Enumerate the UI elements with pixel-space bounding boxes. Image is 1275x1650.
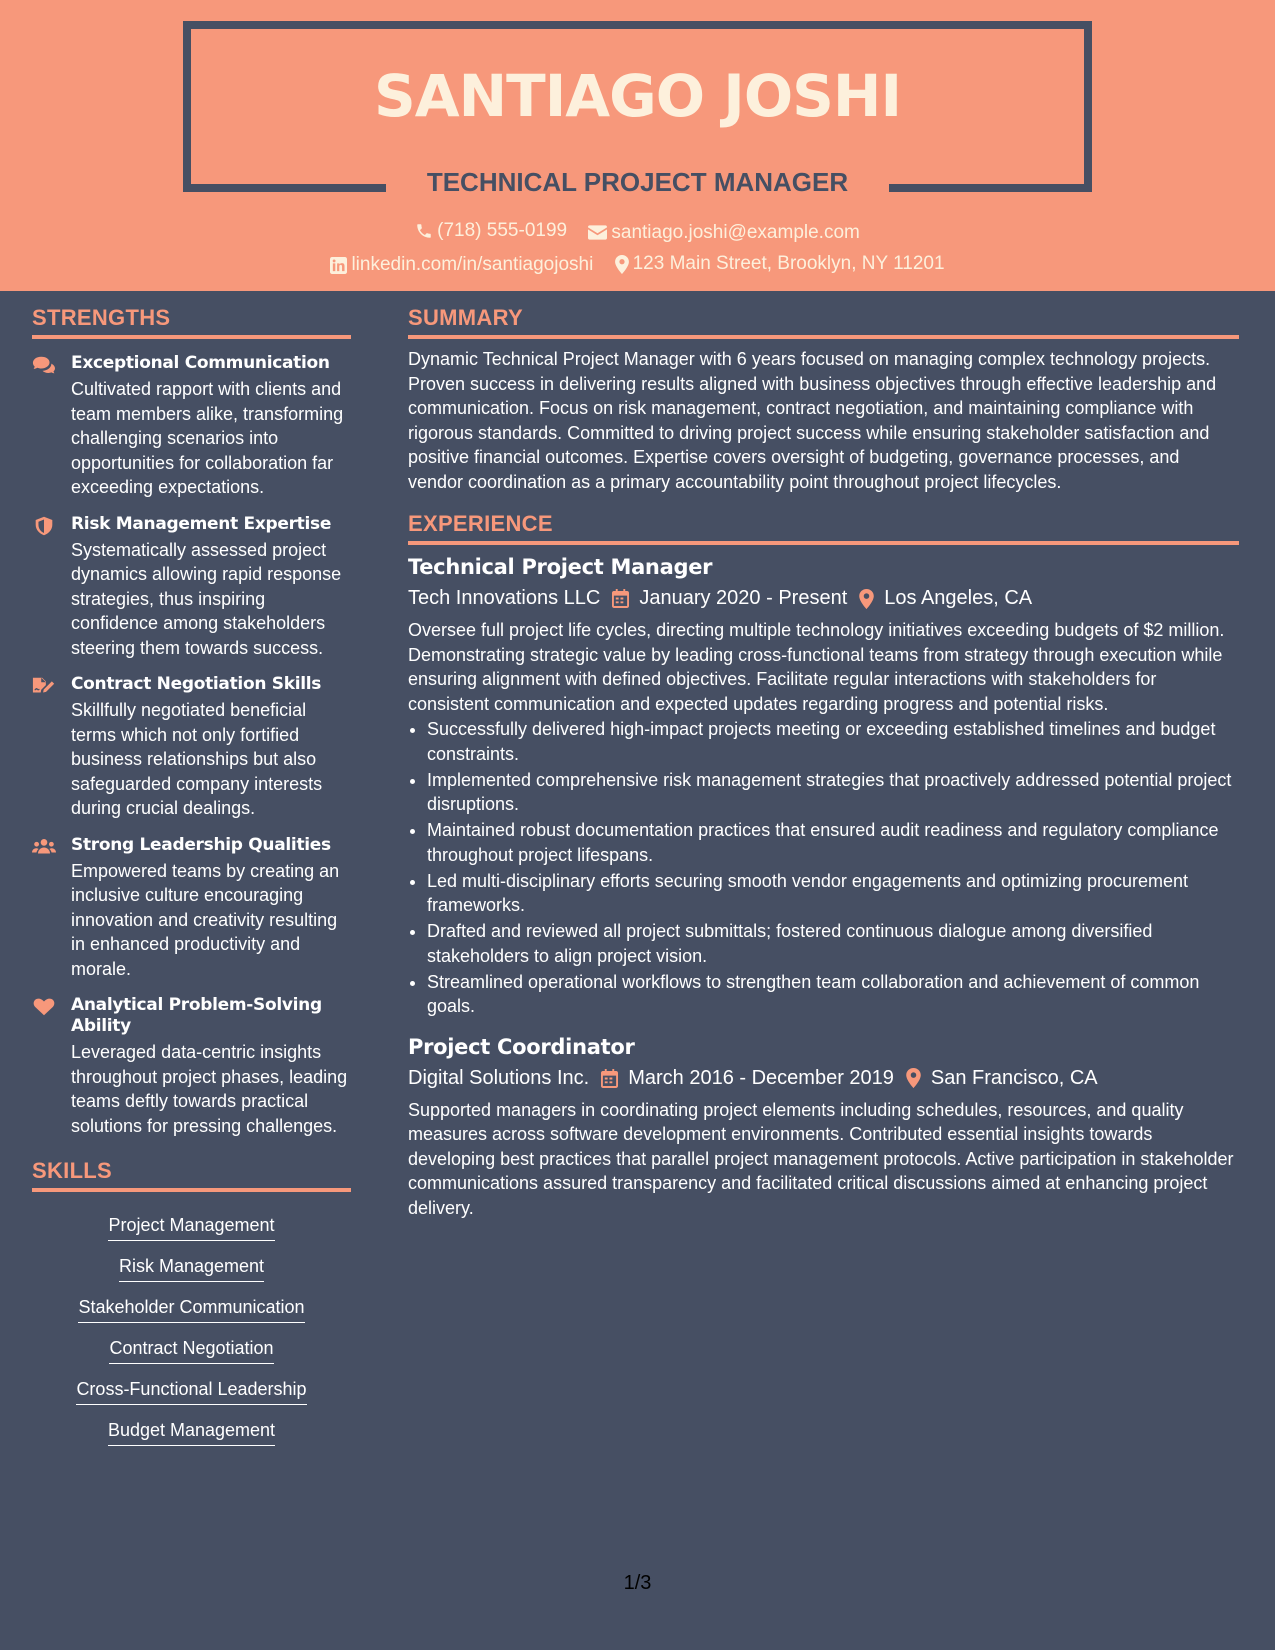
company-name: Digital Solutions Inc. (408, 1066, 590, 1089)
bullet-item: • Led multi-disciplinary efforts securing smooth vendor engagements and optimizing procurement frameworks. (427, 869, 1239, 918)
address-text: 123 Main Street, Brooklyn, NY 11201 (632, 253, 945, 274)
comments-icon (32, 355, 56, 375)
skill-tag: Contract Negotiation (109, 1336, 273, 1364)
phone-icon (415, 222, 433, 240)
bullet-item: • Implemented comprehensive risk management strategies that proactively addressed potential project disruptions. (427, 768, 1239, 817)
sidebar (32, 305, 351, 1446)
page-indicator: 1/3 (623, 1572, 652, 1594)
phone-contact[interactable] (415, 220, 567, 242)
linkedin-icon (330, 257, 347, 274)
strength-item (32, 835, 351, 982)
linkedin-contact[interactable] (330, 254, 593, 276)
strength-title: Analytical Problem-Solving Ability (71, 995, 322, 1036)
calendar-icon (612, 589, 629, 608)
resume-header (0, 0, 1275, 291)
job-meta (408, 1067, 1239, 1090)
summary-text: Dynamic Technical Project Manager with 6 years focused on managing complex technology projects. Proven success in delivering results aligned with business objectives through effective leadership and communication. Focus on risk management, contract negotiation, and maintaining compliance with rigorous standards. Committed to driving project success while ensuring stakeholder satisfaction and positive financial outcomes. Expertise covers oversight of budgeting, governance processes, and vendor coordination as a primary accountability point throughout project lifecycles. (408, 349, 1217, 492)
job-dates-text: March 2016 - December 2019 (628, 1066, 894, 1089)
job-description: Supported managers in coordinating project elements including schedules, resources, and quality measures across software development environments. Contributed essential insights towards developing best practices that parallel project management protocols. Active participation in stakeholder communications assured transparency and facilitated critical discussions aimed at enhancing project delivery. (408, 1099, 1234, 1218)
job-location (906, 1067, 1098, 1090)
strength-description: Leveraged data-centric insights throughout project phases, leading teams deftly towards practical solutions for pressing challenges. (71, 1042, 348, 1136)
skill-tag: Stakeholder Communication (78, 1295, 304, 1323)
header-frame-top (183, 21, 1092, 29)
job-dates (612, 587, 847, 610)
email-text: santiago.joshi@example.com (611, 221, 860, 243)
skill-tag: Project Management (108, 1213, 274, 1241)
shield-icon (32, 516, 56, 536)
job-location-text: San Francisco, CA (930, 1066, 1098, 1089)
strength-item (32, 995, 351, 1138)
envelope-icon (588, 225, 607, 240)
job-location-text: Los Angeles, CA (884, 587, 1033, 609)
header-frame-left (183, 21, 191, 192)
header-frame-bottom-left (183, 184, 386, 192)
skill-tag: Budget Management (108, 1418, 275, 1446)
header-frame-bottom-right (889, 184, 1092, 192)
strength-title: Risk Management Expertise (71, 513, 332, 534)
job-entry (408, 555, 1239, 1019)
strength-title: Strong Leadership Qualities (71, 834, 331, 855)
bullet-item: • Drafted and reviewed all project submittals; fostered continuous dialogue among diversified stakeholders to align project vision. (427, 919, 1239, 968)
strength-item (32, 514, 351, 661)
main-content (408, 305, 1239, 1220)
strength-title: Exceptional Communication (71, 353, 330, 373)
contact-row-2 (0, 253, 1275, 280)
heart-icon (32, 997, 56, 1017)
job-dates-text: January 2020 - Present (639, 587, 848, 609)
linkedin-text: linkedin.com/in/santiagojoshi (351, 254, 594, 275)
skills-heading: SKILLS (32, 1158, 351, 1192)
candidate-name: SANTIAGO JOSHI (373, 62, 902, 130)
job-title: Technical Project Manager (408, 555, 713, 579)
experience-heading: EXPERIENCE (408, 511, 1239, 545)
users-icon (32, 837, 56, 857)
strength-title: Contract Negotiation Skills (71, 674, 322, 694)
strength-item (32, 353, 351, 500)
strengths-list (32, 353, 351, 1138)
strengths-heading: STRENGTHS (32, 305, 351, 339)
job-entry (408, 1035, 1239, 1221)
contact-row-1 (0, 220, 1275, 246)
skill-tag: Risk Management (119, 1254, 264, 1282)
calendar-icon (601, 1069, 618, 1088)
header-frame-right (1084, 21, 1092, 192)
job-title: Project Coordinator (408, 1034, 635, 1059)
bullet-item: • Streamlined operational workflows to strengthen team collaboration and achievement of common goals. (427, 970, 1239, 1019)
file-signature-icon (32, 676, 56, 696)
address-contact (615, 253, 945, 275)
job-dates (601, 1067, 894, 1090)
job-meta (408, 587, 1239, 610)
strength-description: Skillfully negotiated beneficial terms which not only fortified business relationships but also safeguarded company interests during crucial dealings. (71, 700, 323, 818)
skill-tag: Cross-Functional Leadership (76, 1377, 306, 1405)
summary-heading: SUMMARY (408, 305, 1239, 339)
bullet-item: • Successfully delivered high-impact projects meeting or exceeding established timelines and budget constraints. (427, 717, 1239, 766)
job-description: Oversee full project life cycles, directing multiple technology initiatives exceeding budgets of $2 million. Demonstrating strategic value by leading cross-functional teams from strategy through execution while ensuring alignment with defined objectives. Facilitate regular interactions with stakeholders for consistent communication and expected updates regarding progress and potential risks. (408, 620, 1225, 714)
map-marker-icon (859, 589, 874, 609)
map-marker-icon (615, 255, 629, 274)
company-name: Tech Innovations LLC (408, 587, 601, 609)
skills-list (32, 1200, 351, 1446)
job-bullets (408, 717, 1239, 1019)
strength-item (32, 674, 351, 821)
strength-description: Cultivated rapport with clients and team members alike, transforming challenging scenarios into opportunities for collaboration far exceeding expectations. (71, 379, 344, 497)
candidate-role: TECHNICAL PROJECT MANAGER (426, 167, 849, 197)
bullet-item: • Maintained robust documentation practices that ensured audit readiness and regulatory compliance throughout project lifespans. (427, 818, 1239, 867)
phone-text: (718) 555-0199 (437, 220, 568, 241)
strength-description: Systematically assessed project dynamics allowing rapid response strategies, thus inspiring confidence among stakeholders steering them towards success. (71, 539, 342, 658)
job-location (859, 587, 1032, 610)
email-contact[interactable] (588, 222, 859, 244)
map-marker-icon (906, 1068, 921, 1088)
strength-description: Empowered teams by creating an inclusive culture encouraging innovation and creativity resulting in enhanced productivity and morale. (71, 860, 340, 979)
